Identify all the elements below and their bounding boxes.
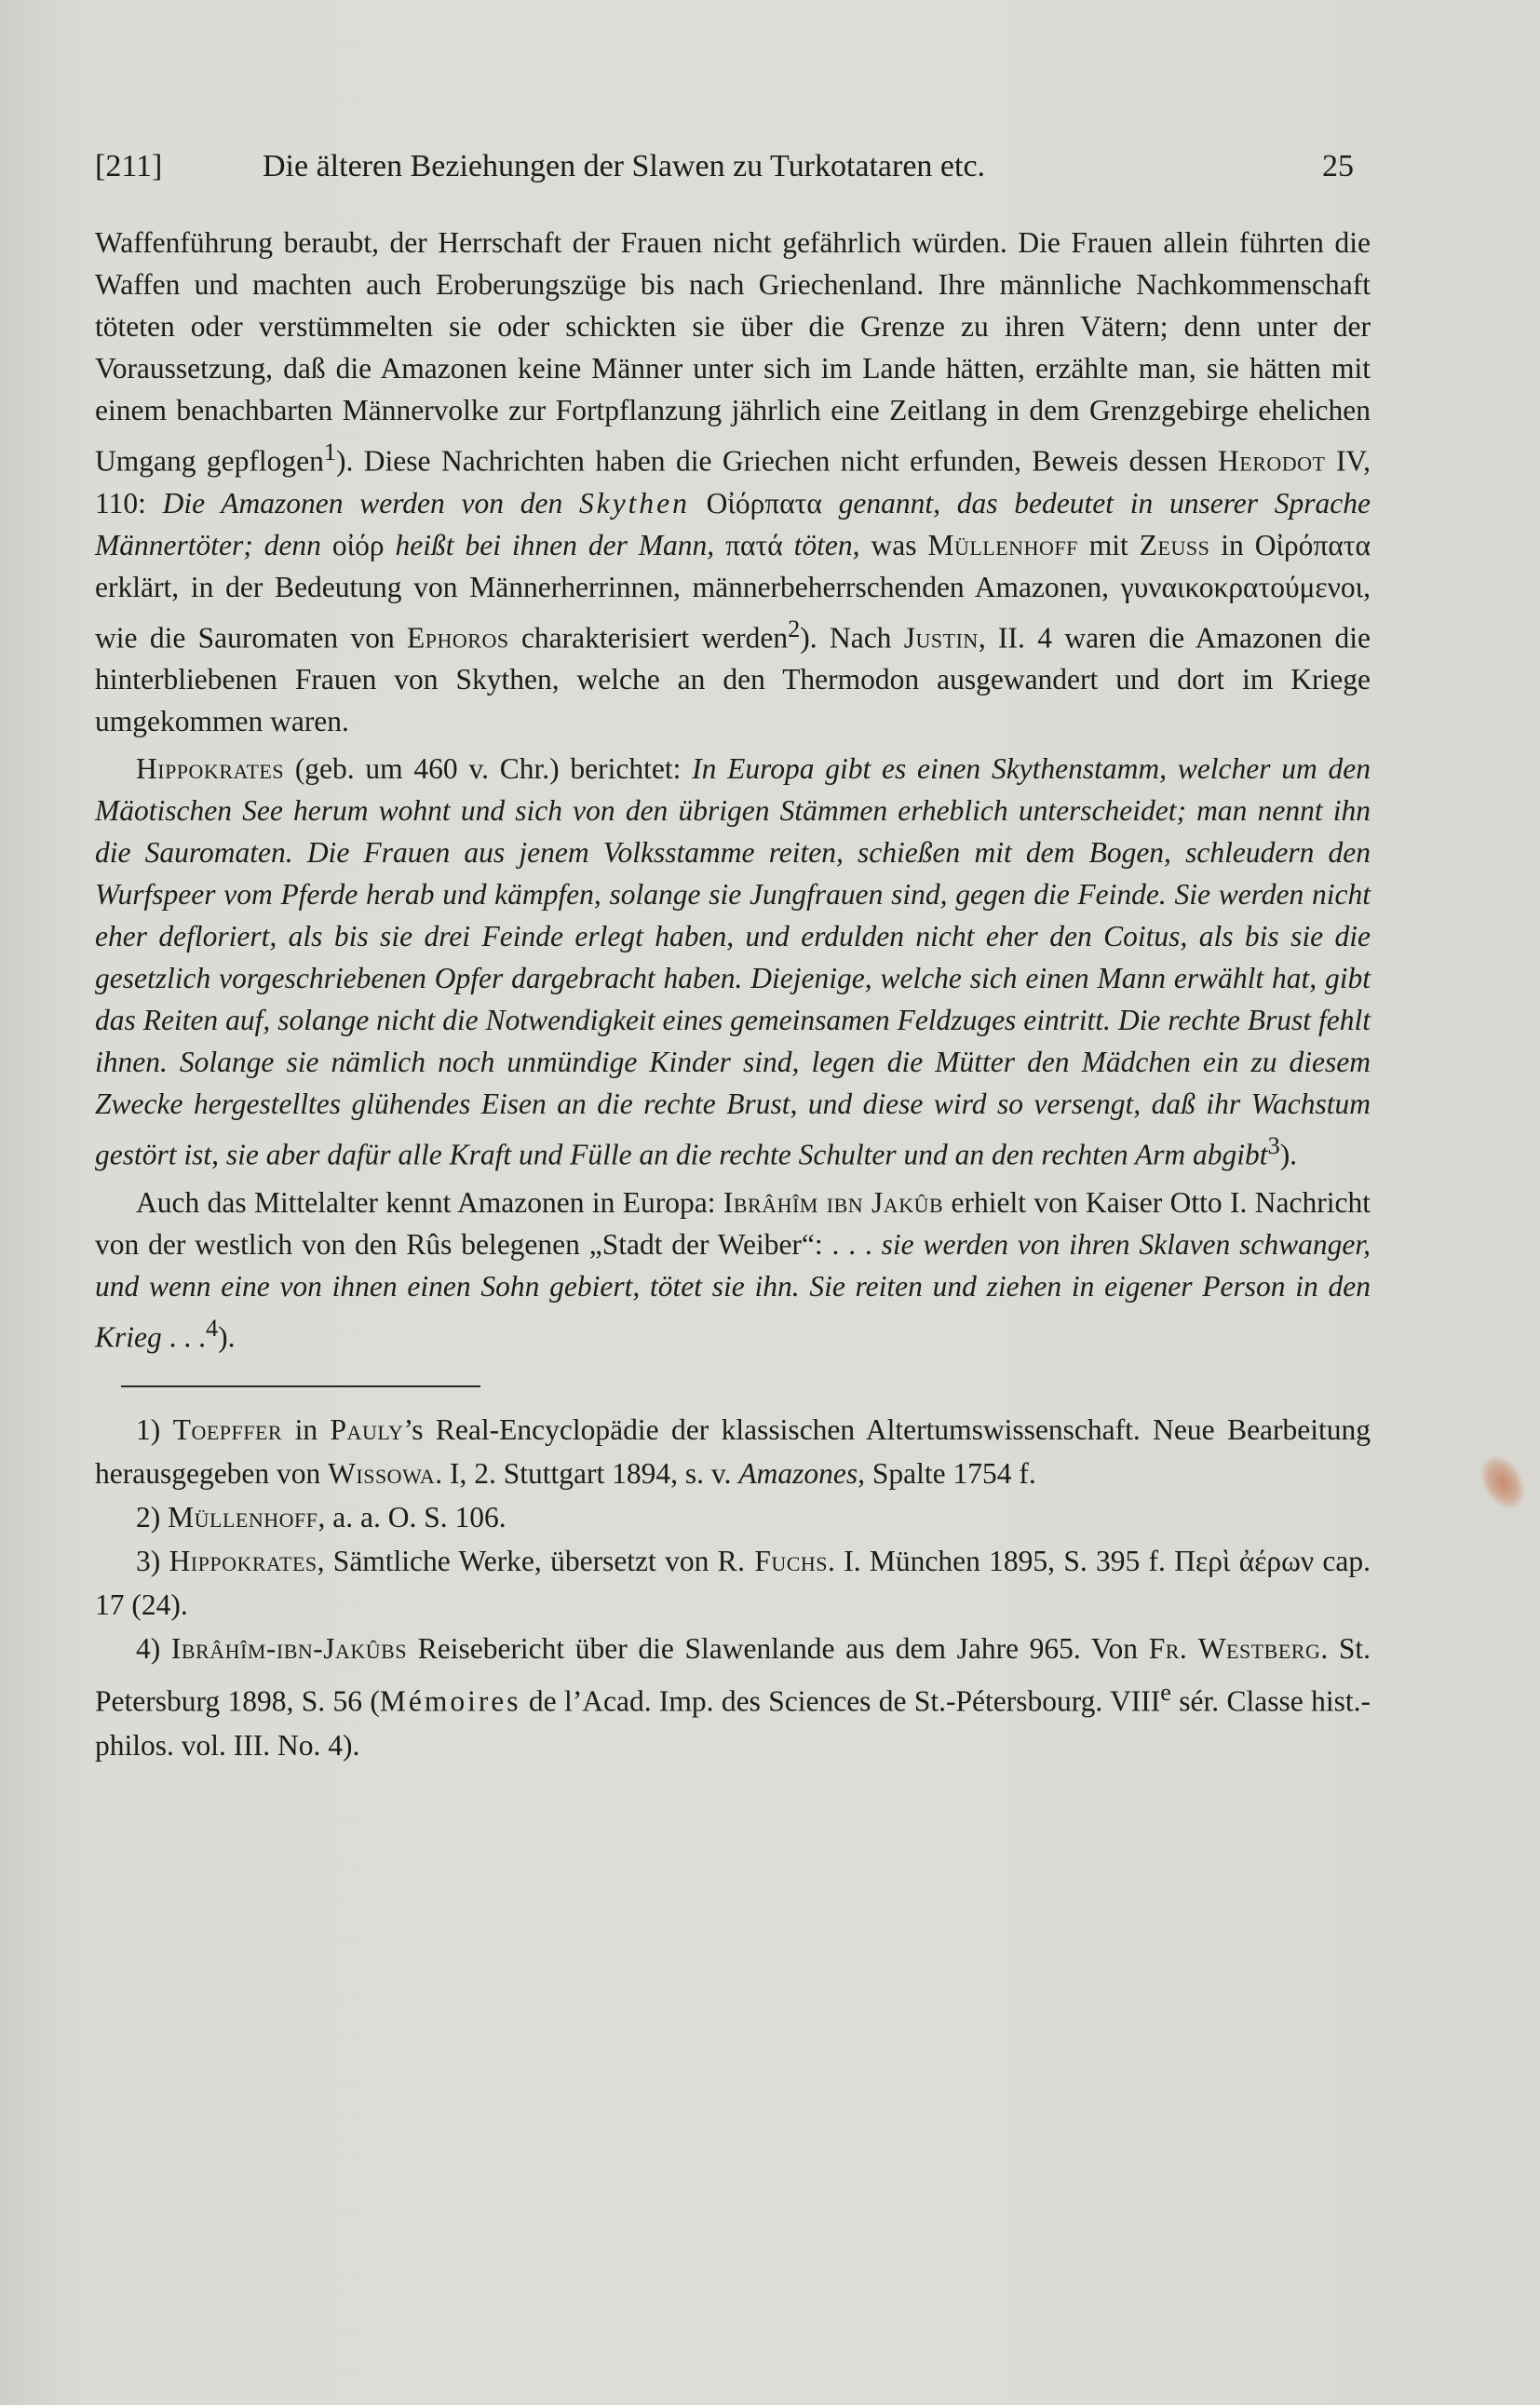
text-run: was: [859, 528, 928, 561]
greek-word: Οἰόρπατα: [689, 486, 839, 520]
greek-word: πατά: [725, 528, 783, 561]
running-header: [95, 138, 1354, 196]
text-run: ).: [218, 1320, 236, 1353]
author-muellenhoff: Müllenhoff: [168, 1501, 318, 1534]
text-run: . I. München 1895, S. 395 f. Περὶ ἀέρων cap. 17 (24).: [95, 1545, 1371, 1621]
footnote-ref-2: 2: [788, 615, 801, 642]
author-ibrahim: Ibrâhîm-ibn-Jakûbs: [170, 1632, 408, 1665]
text-run: Spalte 1754 f.: [865, 1457, 1036, 1490]
author-fuchs: R. Fuchs: [717, 1545, 829, 1577]
text-run: sér. Classe hist.-philos. vol. III. No. 4).: [95, 1684, 1371, 1762]
text-run: ’s Real-Encyclopädie der klassischen Altertumswissenschaft. Neue Bearbeitung herausgegeben von: [95, 1413, 1371, 1490]
paper-stain: [1473, 1449, 1533, 1516]
main-text: [95, 222, 1371, 1358]
footnote-3: [95, 1539, 1371, 1627]
text-run: charakterisiert werden: [508, 621, 789, 654]
text-run: erhielt von Kaiser Otto I. Nachricht von der westlich von den Rûs belegenen „Stadt der Weiber“: . . .: [95, 1185, 1371, 1261]
author-ibrahim: Ibrâhîm ibn Jakûb: [723, 1185, 944, 1219]
footnote-label: 1): [136, 1413, 161, 1446]
quote-run: heißt bei ihnen der Mann,: [384, 528, 726, 561]
text-run: Waffenführung beraubt, der Herrschaft der Frauen nicht gefährlich würden. Die Frauen allein führten die Waffen und machten auch Eroberungszüge bis nach Griechenland. Ihre männliche Nachkommenschaft töteten oder verstümmelten sie oder schickten sie über die Grenze zu ihren Vätern; denn unter der Voraussetzung, daß die Amazonen keine Männer unter sich im Lande hätten, erzählte man, sie hätten mit einem benachbarten Männervolke zur Fortpflanzung jährlich eine Zeitlang in dem Grenzgebirge ehelichen Umgang gepflogen: [95, 226, 1371, 478]
text-run: . . .: [161, 1320, 207, 1353]
spaced-word: Mémoires: [379, 1684, 521, 1718]
footnote-1: [95, 1408, 1371, 1495]
text-run: mit: [1077, 528, 1140, 561]
page-number: 25: [1322, 149, 1354, 183]
paragraph-2: [95, 748, 1371, 1176]
text-run: in Οἰρόπατα erklärt, in der Bedeutung von Männerherrinnen, männerbeherrschenden Amazonen, γυναικοκρατούμενοι, wie die Sauromaten von: [95, 528, 1371, 654]
text-run: in: [282, 1413, 331, 1446]
quote-run: In Europa gibt es einen Skythenstamm, welcher um den Mäotischen See herum wohnt und sich von den übrigen Stämmen erheblich unterscheidet; man nennt ihn die Sauromaten. Die Frauen aus jenem Volksstamme reiten, schießen mit dem Bogen, schleudern den Wurfspeer vom Pferde herab und kämpfen, solange sie Jungfrauen sind, gegen die Feinde. Sie werden nicht eher defloriert, als bis sie drei Feinde erlegt haben, und erdulden nicht eher den Coitus, als bis sie die gesetzlich vorgeschriebenen Opfer dargebracht haben. Diejenige, welche sich einen Mann erwählt hat, gibt das Reiten auf, solange nicht die Notwendigkeit eines gemeinsamen Feldzuges eintritt. Die rechte Brust fehlt ihnen. Solange sie nämlich noch unmündige Kinder sind, legen die Mütter den Mädchen ein zu diesem Zwecke hergestelltes glühendes Eisen an die rechte Brust, und diese wird so versengt, daß ihr Wachstum gestört ist, sie aber dafür alle Kraft und Fülle an die rechte Schulter und an den rechten Arm abgibt: [95, 752, 1371, 1171]
footnote-4: [95, 1627, 1371, 1767]
text-run: de l’Acad. Imp. des Sciences de St.-Pétersbourg. VIII: [520, 1684, 1161, 1718]
text-run: Auch das Mittelalter kennt Amazonen in Europa:: [136, 1185, 723, 1219]
author-toepffer: Toepffer: [172, 1413, 283, 1446]
footnote-ref-3: 3: [1267, 1132, 1280, 1159]
author-justin: Justin: [903, 621, 979, 654]
footnote-ref-4: 4: [206, 1314, 219, 1342]
author-wissowa: Wissowa: [328, 1457, 436, 1490]
quote-run: genannt, das bedeutet in unserer Sprache Männertöter; denn: [95, 486, 1371, 561]
author-pauly: Pauly: [330, 1413, 404, 1446]
spaced-word: Skythen: [578, 486, 690, 520]
footnote-ref-1: 1: [323, 439, 336, 466]
quote-run: töten,: [782, 528, 860, 561]
author-herodot: Herodot: [1218, 444, 1326, 478]
author-muellenhoff: Müllenhoff: [927, 528, 1078, 561]
quote-run: Die Amazonen werden von den: [162, 486, 579, 520]
footnote-label: 3): [136, 1545, 161, 1577]
author-ephoros: Ephoros: [407, 621, 509, 654]
text-run: IV, 110:: [95, 444, 1371, 520]
text-run: (geb. um 460 v. Chr.) berichtet:: [284, 752, 693, 785]
author-hippokrates: Hippokrates: [169, 1545, 317, 1577]
text-run: ). Nach: [800, 621, 904, 654]
footnote-label: 2): [136, 1501, 161, 1534]
footnote-2: [95, 1495, 1371, 1539]
superscript: e: [1160, 1679, 1171, 1706]
quote-run: sie werden von ihren Sklaven schwanger, und wenn eine von ihnen einen Sohn gebiert, tötet sie ihn. Sie reiten und ziehen in eigener Person in den Krieg: [95, 1227, 1371, 1353]
author-westberg: Fr. Westberg: [1148, 1632, 1321, 1665]
text-run: ).: [1279, 1138, 1298, 1171]
text-run: Reisebericht über die Slawenlande aus dem Jahre 965. Von: [407, 1632, 1149, 1665]
text-block: [95, 222, 1371, 1767]
text-run: , Sämtliche Werke, übersetzt von: [317, 1545, 718, 1577]
footnote-divider: [121, 1385, 480, 1387]
text-run: . I, 2. Stuttgart 1894, s. v.: [435, 1457, 739, 1490]
text-run: , II. 4 waren die Amazonen die hinterbliebenen Frauen von Skythen, welche an den Thermodon ausgewandert und dort im Kriege umgekommen waren.: [95, 621, 1371, 737]
greek-word: οἰόρ: [331, 528, 385, 561]
text-run: . St. Petersburg 1898, S. 56 (: [95, 1632, 1371, 1718]
footnote-label: 4): [136, 1632, 161, 1665]
text-run: ). Diese Nachrichten haben die Griechen nicht erfunden, Beweis dessen: [336, 444, 1219, 478]
paragraph-1: [95, 222, 1371, 742]
footnotes: [95, 1408, 1371, 1767]
author-hippokrates: Hippokrates: [136, 752, 285, 785]
text-run: , a. a. O. S. 106.: [317, 1501, 507, 1534]
author-zeuss: Zeuss: [1139, 528, 1210, 561]
italic-run: Amazones,: [738, 1457, 865, 1490]
page-reference: [211]: [95, 149, 163, 183]
running-title: Die älteren Beziehungen der Slawen zu Turkotataren etc.: [263, 149, 986, 183]
paragraph-3: [95, 1182, 1371, 1358]
